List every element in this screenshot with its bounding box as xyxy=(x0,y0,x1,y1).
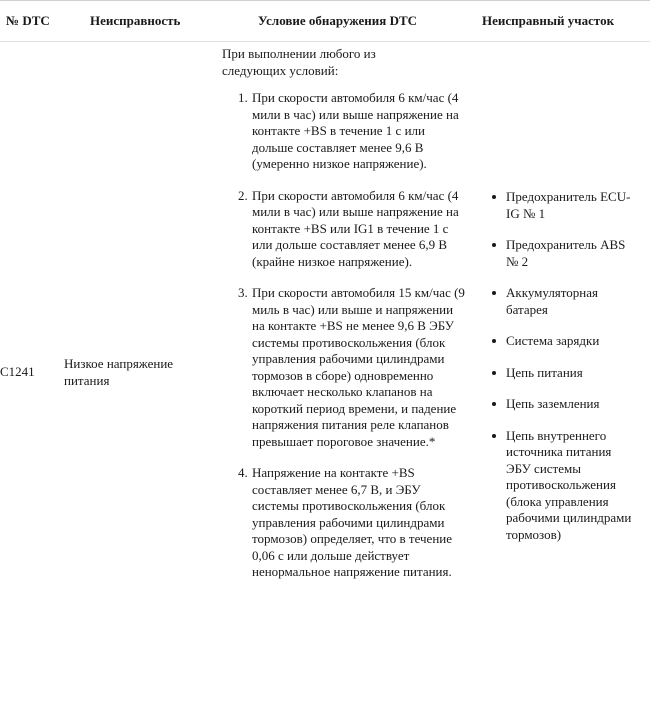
fault-description: Низкое напряжение питания xyxy=(64,356,174,388)
area-text: Аккумуляторная батарея xyxy=(506,285,599,317)
bullet-icon xyxy=(492,339,496,343)
conditions-intro: При выполнении любого из следующих условий: xyxy=(222,46,376,78)
bullet-icon xyxy=(492,434,496,438)
bullet-icon xyxy=(492,371,496,375)
faulty-areas xyxy=(488,189,638,558)
area-item xyxy=(488,237,638,270)
area-item xyxy=(488,396,638,413)
bullet-icon xyxy=(492,243,496,247)
condition-text: При скорости автомобиля 6 км/час (4 мили в час) или выше напряжение на контакте +BS или IG1 в течение 1 с или дольше составляет менее 6,9 В (крайне низкое напряжение). xyxy=(252,187,459,269)
area-text: Цепь внутреннего источника питания ЭБУ системы противоскольжения (блока управления рабочими цилиндрами тормозов) xyxy=(506,427,632,542)
area-text: Цепь заземления xyxy=(506,396,600,411)
bullet-icon xyxy=(492,402,496,406)
dtc-code: C1241 xyxy=(0,364,35,379)
area-text: Предохранитель ECU-IG № 1 xyxy=(506,189,631,221)
area-item xyxy=(488,189,638,222)
conditions-list xyxy=(222,90,467,581)
areas-list xyxy=(488,189,638,543)
bullet-icon xyxy=(492,291,496,295)
condition-text: При скорости автомобиля 6 км/час (4 мили в час) или выше напряжение на контакте +BS в течение 1 с или дольше составляет менее 9,6 В (умеренно низкое напряжение). xyxy=(252,90,459,171)
area-text: Цепь питания xyxy=(506,364,583,380)
condition-item xyxy=(222,188,467,271)
condition-item xyxy=(222,90,467,173)
header-dtc-number: № DTC xyxy=(6,13,50,28)
condition-number: 2. xyxy=(238,187,248,203)
condition-number: 4. xyxy=(238,465,248,480)
area-item xyxy=(488,365,638,382)
area-text: Система зарядки xyxy=(506,333,600,348)
detection-conditions xyxy=(222,46,467,596)
condition-number: 3. xyxy=(238,285,248,300)
header-faulty-area: Неисправный участок xyxy=(482,13,615,28)
condition-text: При скорости автомобиля 15 км/час (9 миль в час) или выше и напряжении на контакте +BS не менее 9,6 В ЭБУ системы противоскольжения (блок управления рабочими цилиндрами тормозов в сборе) одновременно включает несколько клапанов на короткий период времени, и падение напряжения питания реле клапанов превышает пороговое значение.* xyxy=(252,285,465,449)
bullet-icon xyxy=(492,195,496,199)
header-detection-condition: Условие обнаружения DTC xyxy=(258,13,418,28)
area-item xyxy=(488,285,638,318)
header-divider xyxy=(0,41,650,42)
area-item xyxy=(488,333,638,350)
header-fault: Неисправность xyxy=(90,13,181,28)
area-item xyxy=(488,428,638,544)
condition-number: 1. xyxy=(238,90,248,105)
condition-item xyxy=(222,285,467,450)
condition-item xyxy=(222,465,467,581)
area-text: Предохранитель ABS № 2 xyxy=(506,237,626,269)
condition-text: Напряжение на контакте +BS составляет менее 6,7 В, и ЭБУ системы противоскольжения (блок управления рабочими цилиндрами тормозов) определяет, что в течение 0,06 с или дольше действует ненормальное напряжение питания. xyxy=(252,465,453,579)
